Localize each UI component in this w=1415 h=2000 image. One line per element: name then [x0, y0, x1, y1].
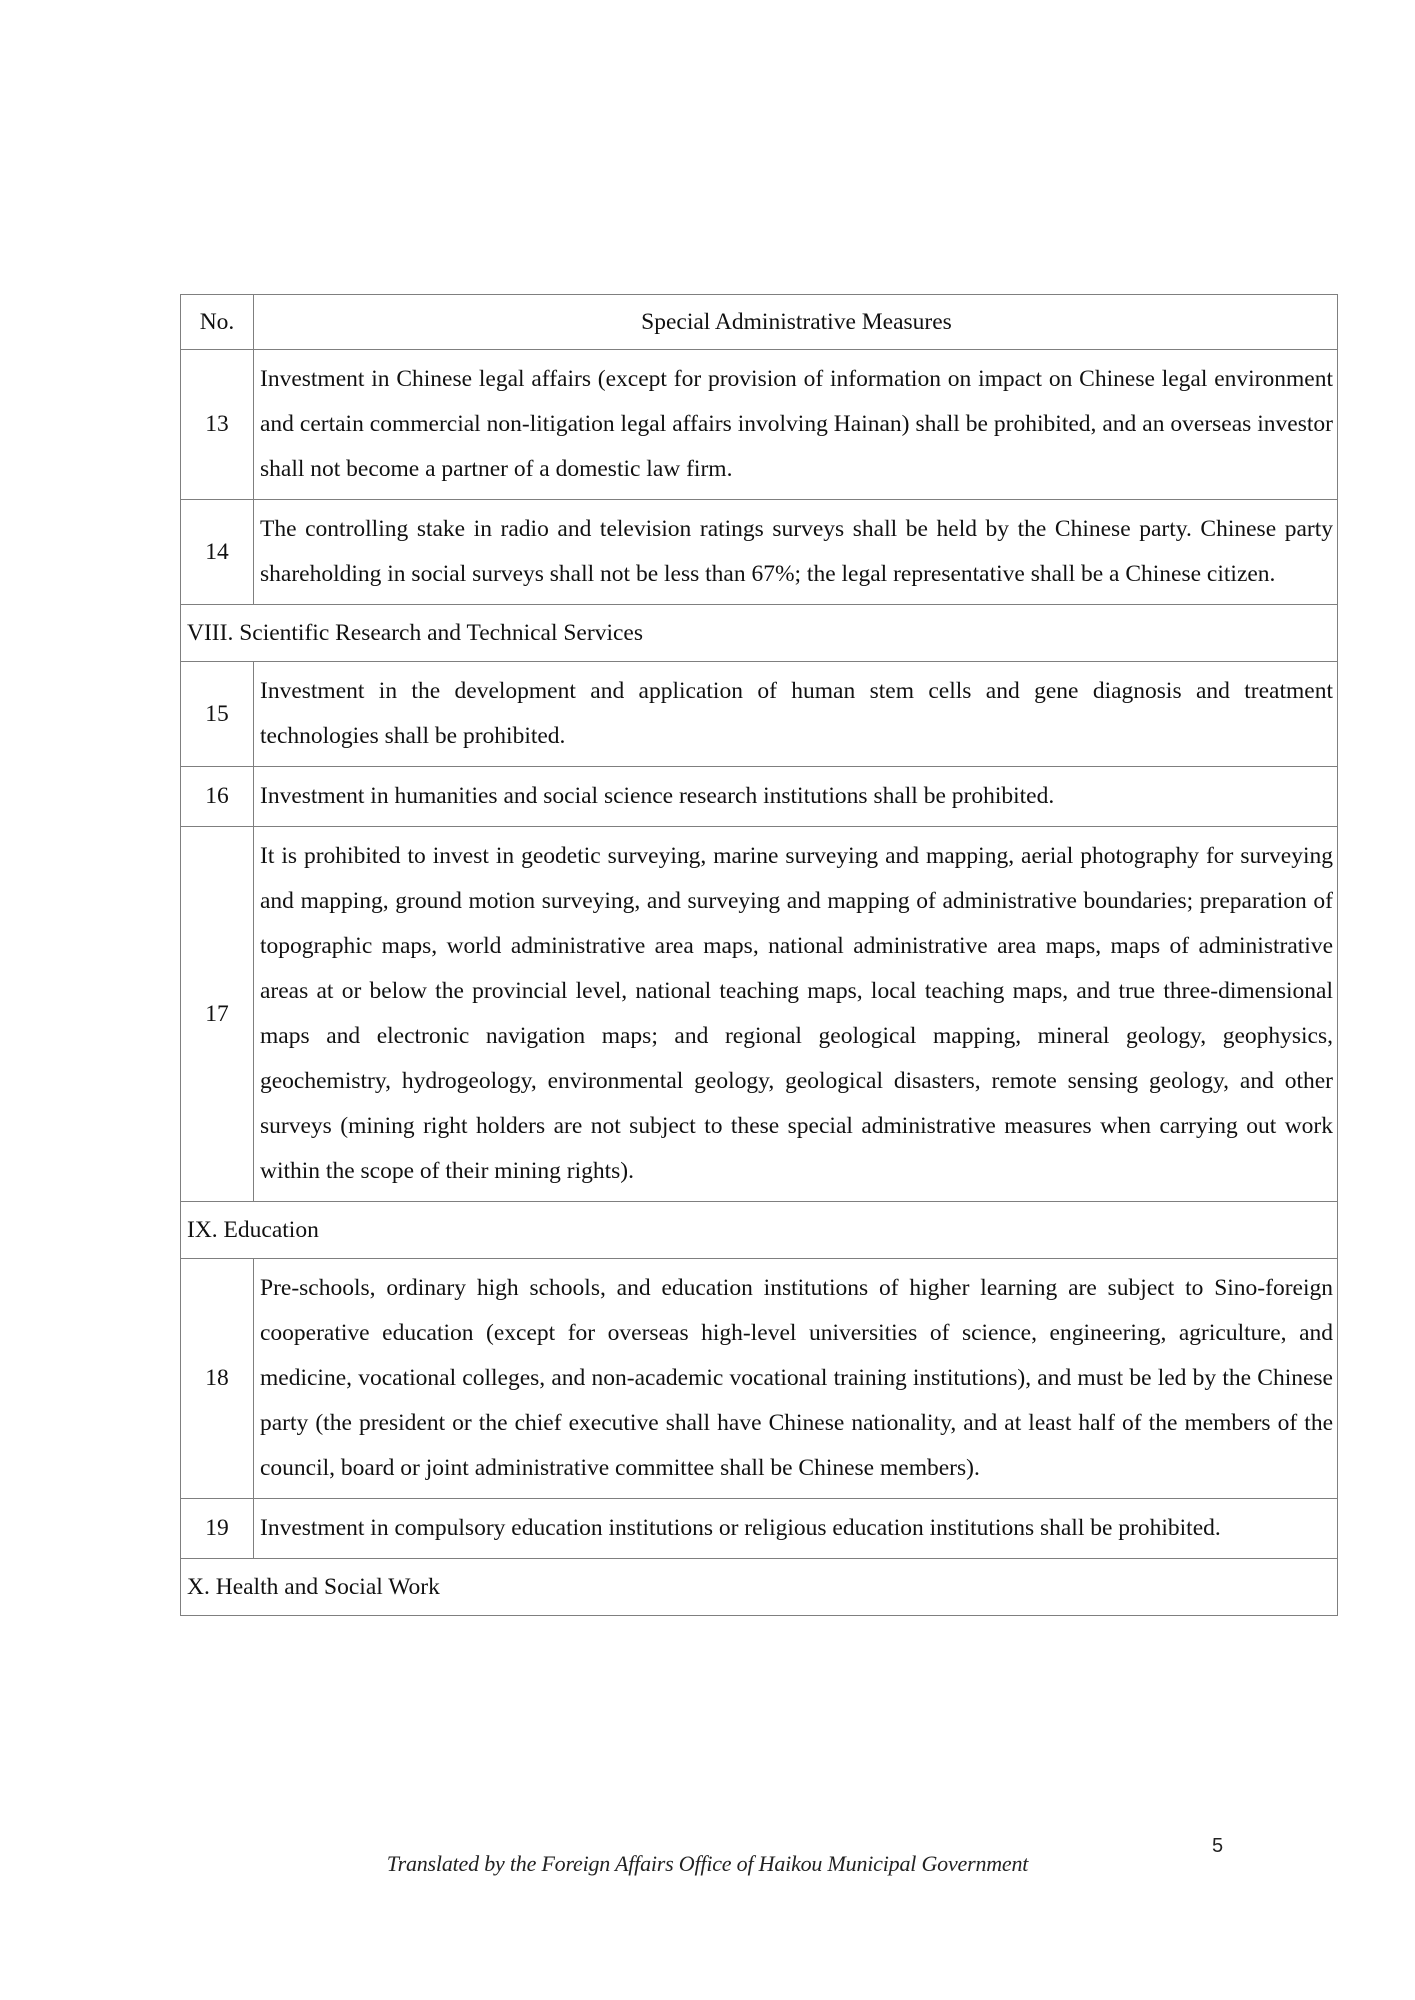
section-row	[181, 605, 1338, 662]
item-text: It is prohibited to invest in geodetic surveying, marine surveying and mapping, aerial photography for surveying and mapping, ground motion surveying, and surveying and mapping of administrative boundaries; preparation of topographic maps, world administrative area maps, national administrative area maps, maps of administrative areas at or below the provincial level, national teaching maps, local teaching maps, and true three-dimensional maps and electronic navigation maps; and regional geological mapping, mineral geology, geophysics, geochemistry, hydrogeology, environmental geology, geological disasters, remote sensing geology, and other surveys (mining right holders are not subject to these special administrative measures when carrying out work within the scope of their mining rights).	[254, 827, 1338, 1202]
item-number: 17	[181, 827, 254, 1202]
section-heading: X. Health and Social Work	[181, 1559, 1338, 1616]
table-row	[181, 500, 1338, 605]
item-text: Pre-schools, ordinary high schools, and education institutions of higher learning are subject to Sino-foreign cooperative education (except for overseas high-level universities of science, engineering, agriculture, and medicine, vocational colleges, and non-academic vocational training institutions), and must be led by the Chinese party (the president or the chief executive shall have Chinese nationality, and at least half of the members of the council, board or joint administrative committee shall be Chinese members).	[254, 1259, 1338, 1499]
item-number: 15	[181, 662, 254, 767]
item-text: Investment in the development and application of human stem cells and gene diagnosis and treatment technologies shall be prohibited.	[254, 662, 1338, 767]
table-row	[181, 1499, 1338, 1559]
item-text: Investment in compulsory education institutions or religious education institutions shall be prohibited.	[254, 1499, 1338, 1559]
item-number: 19	[181, 1499, 254, 1559]
item-text: The controlling stake in radio and television ratings surveys shall be held by the Chinese party. Chinese party shareholding in social surveys shall not be less than 67%; the legal representative shall be a Chinese citizen.	[254, 500, 1338, 605]
translation-credit: Translated by the Foreign Affairs Office of Haikou Municipal Government	[386, 1851, 1029, 1876]
section-row	[181, 1559, 1338, 1616]
item-number: 14	[181, 500, 254, 605]
table-row	[181, 662, 1338, 767]
table-row	[181, 827, 1338, 1202]
item-number: 16	[181, 767, 254, 827]
item-number: 13	[181, 350, 254, 500]
header-measures: Special Administrative Measures	[254, 295, 1338, 350]
table-row	[181, 1259, 1338, 1499]
table-header-row	[181, 295, 1338, 350]
section-heading: VIII. Scientific Research and Technical Services	[181, 605, 1338, 662]
item-text: Investment in humanities and social science research institutions shall be prohibited.	[254, 767, 1338, 827]
item-text: Investment in Chinese legal affairs (except for provision of information on impact on Chinese legal environment and certain commercial non-litigation legal affairs involving Hainan) shall be prohibited, and an overseas investor shall not become a partner of a domestic law firm.	[254, 350, 1338, 500]
section-heading: IX. Education	[181, 1202, 1338, 1259]
page-number: 5	[1212, 1835, 1224, 1857]
table-row	[181, 767, 1338, 827]
section-row	[181, 1202, 1338, 1259]
item-number: 18	[181, 1259, 254, 1499]
header-no: No.	[181, 295, 254, 350]
table-row	[181, 350, 1338, 500]
special-measures-table	[180, 294, 1338, 1616]
